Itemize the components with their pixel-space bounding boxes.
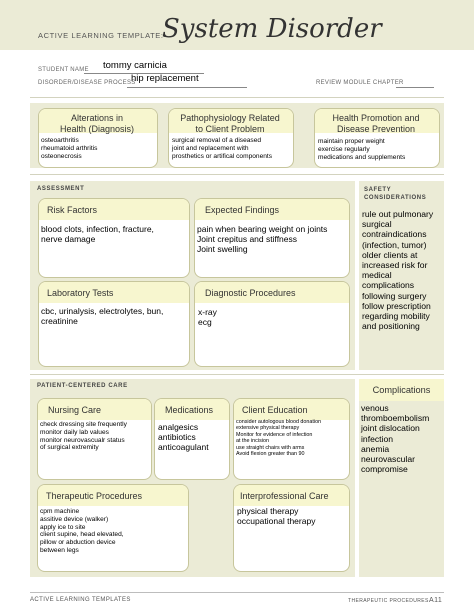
review-module-underline[interactable] bbox=[396, 86, 434, 88]
disorder-underline bbox=[127, 86, 247, 88]
health-promotion-content[interactable]: maintain proper weight exercise regularly medications and supplements bbox=[318, 138, 406, 161]
risk-factors-box bbox=[38, 198, 190, 278]
divider bbox=[30, 97, 444, 98]
therapeutic-procedures-box bbox=[37, 484, 189, 572]
safety-content[interactable]: rule out pulmonary surgical contraindications (infection, tumor) older clients at increased risk for medical complications following surgery follow prescription regarding mobility and positioning bbox=[362, 209, 434, 332]
interprofessional-care-box bbox=[233, 484, 350, 572]
review-module-label: REVIEW MODULE CHAPTER bbox=[316, 80, 404, 86]
pathophysiology-title: Pathophysiology Related to Client Problem bbox=[180, 113, 280, 134]
safety-label: SAFETY CONSIDERATIONS bbox=[364, 187, 427, 201]
therapeutic-procedures-title: Therapeutic Procedures bbox=[46, 491, 143, 501]
medications-title: Medications bbox=[165, 405, 214, 415]
divider bbox=[30, 374, 444, 375]
risk-factors-title: Risk Factors bbox=[47, 205, 98, 215]
interprofessional-care-title: Interprofessional Care bbox=[240, 491, 329, 501]
divider bbox=[30, 174, 444, 175]
client-education-title: Client Education bbox=[242, 405, 308, 415]
client-education-content[interactable]: consider autologous blood donation extensive physical therapy Monitor for evidence of infection at the incision use straight chairs with arms Avoid flexion greater than 90 bbox=[236, 419, 322, 458]
disorder-field[interactable]: hip replacement bbox=[131, 73, 199, 84]
footer-page-number: A11 bbox=[429, 597, 443, 604]
laboratory-tests-box bbox=[38, 281, 190, 367]
alterations-box bbox=[38, 108, 158, 168]
nursing-care-title: Nursing Care bbox=[48, 405, 102, 415]
risk-factors-content[interactable]: blood clots, infection, fracture, nerve damage bbox=[41, 224, 154, 244]
diagnostic-procedures-content[interactable]: x-ray ecg bbox=[198, 307, 217, 327]
patient-care-label: PATIENT-CENTERED CARE bbox=[37, 383, 128, 389]
pathophysiology-box bbox=[168, 108, 294, 168]
footer-left: ACTIVE LEARNING TEMPLATES bbox=[30, 597, 131, 603]
health-promotion-title: Health Promotion and Disease Prevention bbox=[332, 113, 420, 134]
client-education-box bbox=[233, 398, 350, 480]
page-title: System Disorder bbox=[162, 14, 382, 44]
medications-content[interactable]: analgesics antibiotics anticoagulant bbox=[158, 422, 209, 452]
expected-findings-title: Expected Findings bbox=[205, 205, 280, 215]
template-label: ACTIVE LEARNING TEMPLATE: bbox=[38, 31, 164, 40]
student-name-label: STUDENT NAME bbox=[38, 67, 89, 73]
alterations-content[interactable]: osteoarthritis rheumatoid arthritis osteonecrosis bbox=[41, 137, 98, 160]
diagnostic-procedures-box bbox=[194, 281, 350, 367]
complications-title: Complications bbox=[372, 385, 431, 395]
interprofessional-care-content[interactable]: physical therapy occupational therapy bbox=[237, 506, 316, 526]
expected-findings-content[interactable]: pain when bearing weight on joints Joint crepitus and stiffness Joint swelling bbox=[197, 224, 328, 254]
disorder-label: DISORDER/DISEASE PROCESS bbox=[38, 80, 136, 86]
expected-findings-box bbox=[194, 198, 350, 278]
footer-divider bbox=[30, 592, 444, 593]
alterations-title: Alterations in Health (Diagnosis) bbox=[59, 113, 135, 134]
diagnostic-procedures-title: Diagnostic Procedures bbox=[205, 288, 296, 298]
footer-section: THERAPEUTIC PROCEDURES bbox=[348, 598, 429, 604]
therapeutic-procedures-content[interactable]: cpm machine assitive device (walker) apply ice to site client supine, head elevated, pillow or abduction device between legs bbox=[40, 508, 124, 554]
student-name-field[interactable]: tommy carnicia bbox=[103, 60, 167, 71]
nursing-care-box bbox=[37, 398, 152, 480]
nursing-care-content[interactable]: check dressing site frequently monitor daily lab values monitor neurovascualr status of surgical extremity bbox=[40, 421, 127, 452]
health-promotion-box bbox=[314, 108, 440, 168]
laboratory-tests-title: Laboratory Tests bbox=[47, 288, 114, 298]
laboratory-tests-content[interactable]: cbc, urinalysis, electrolytes, bun, creatinine bbox=[41, 306, 164, 326]
medications-box bbox=[154, 398, 230, 480]
complications-content[interactable]: venous thromboembolism joint dislocation infection anemia neurovascular compromise bbox=[361, 403, 430, 475]
pathophysiology-content[interactable]: surgical removal of a diseased joint and replacement with prosthetics or artifical components bbox=[172, 137, 273, 160]
assessment-label: ASSESSMENT bbox=[37, 186, 85, 192]
